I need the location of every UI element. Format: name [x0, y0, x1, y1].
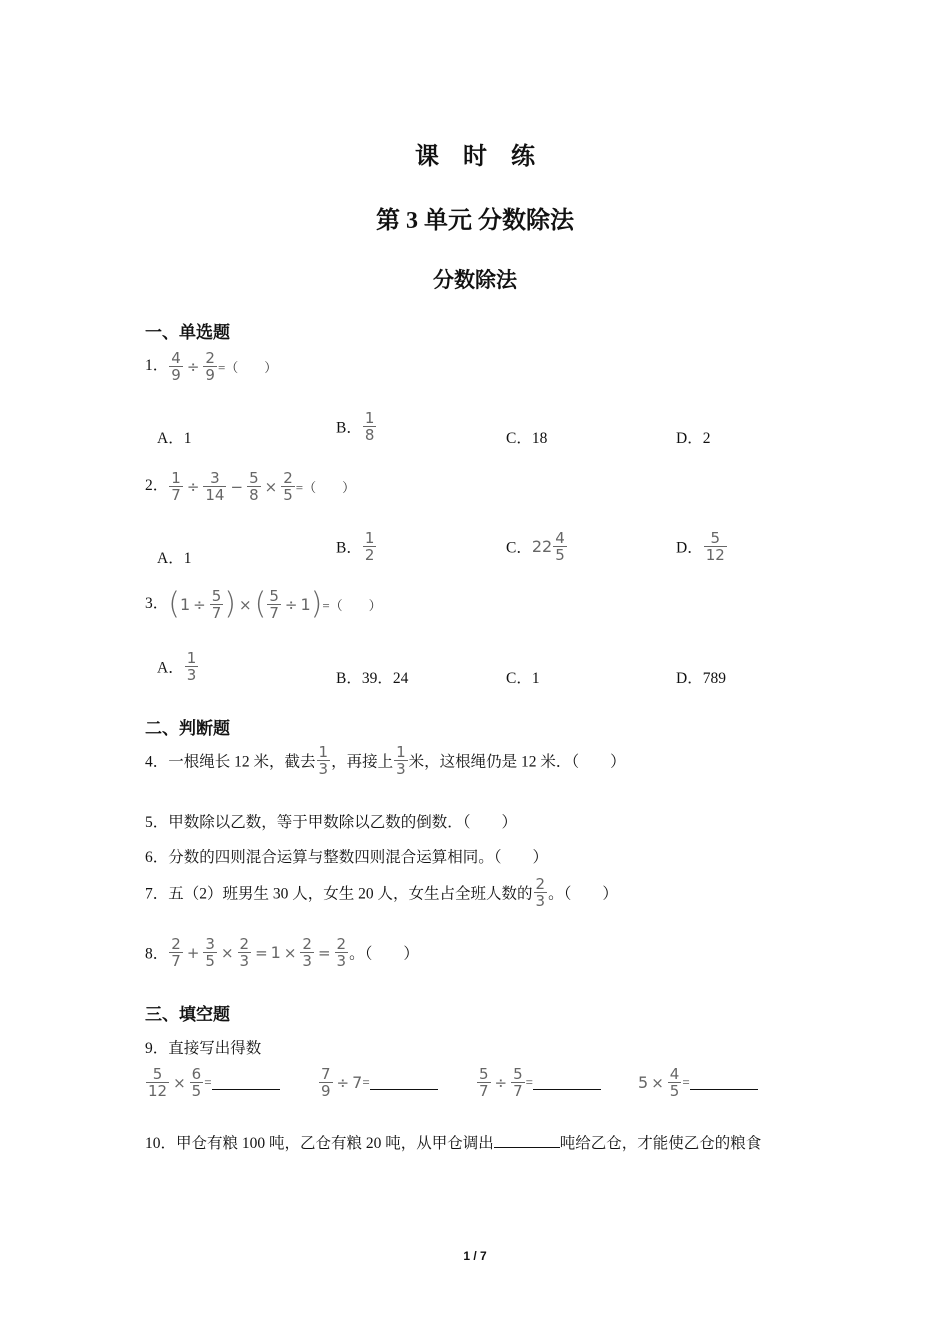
section-heading-true-false: 二、判断题: [145, 719, 230, 738]
option-a[interactable]: A．1: [157, 430, 192, 447]
unit-title: 第 3 单元 分数除法: [376, 208, 574, 234]
option-b[interactable]: B． $\frac{1}{2}$: [336, 529, 375, 564]
divide-sign: ÷: [186, 357, 200, 376]
lesson-title: 分数除法: [433, 268, 517, 292]
page-number: 1 / 7: [463, 1249, 487, 1263]
fraction: $\frac{2}{9}$: [205, 349, 215, 384]
section-heading-single-choice: 一、单选题: [145, 323, 230, 342]
answer-blank[interactable]: [690, 1075, 758, 1090]
q9-item-2: $\frac{7}{9}$ ÷ 7=: [318, 1066, 438, 1099]
option-d[interactable]: D． $\frac{5}{12}$: [676, 529, 725, 564]
option-c[interactable]: C．1: [506, 670, 540, 687]
question-number: 1．: [145, 357, 169, 375]
question-10: 10．甲仓有粮 100 吨，乙仓有粮 20 吨，从甲仓调出 吨给乙仓，才能使乙仓的粮食: [145, 1135, 762, 1152]
answer-blank[interactable]: [533, 1075, 601, 1090]
answer-blank[interactable]: [494, 1133, 560, 1148]
answer-blank[interactable]: [212, 1075, 280, 1090]
question-1: [145, 350, 277, 383]
section-heading-fill-blank: 三、填空题: [145, 1005, 230, 1024]
option-a[interactable]: A．1: [157, 550, 192, 567]
q9-item-4: 5 × $\frac{4}{5}$ =: [638, 1066, 758, 1099]
option-b[interactable]: B． $\frac{1}{8}$: [336, 409, 375, 444]
question-number: 3．: [145, 595, 169, 613]
question-9: 9．直接写出得数: [145, 1040, 262, 1057]
question-3: 3．(1 ÷ $\frac{5}{7}$ ) × ( $\frac{5}{7}$ ÷ 1)=（ ）: [145, 586, 382, 622]
option-c[interactable]: C．22 $\frac{4}{5}$: [506, 529, 565, 564]
q9-item-1: $\frac{5}{12}$ × $\frac{6}{5}$ =: [145, 1066, 280, 1099]
question-number: 2．: [145, 477, 169, 495]
option-a[interactable]: A． $\frac{1}{3}$: [157, 649, 197, 684]
option-b[interactable]: B．39．24: [336, 670, 409, 687]
option-d[interactable]: D．2: [676, 430, 711, 447]
question-7: 7．五（2）班男生 30 人，女生 20 人，女生占全班人数的 $\frac{2}{3}$ 。（ ）: [145, 875, 618, 910]
q9-item-3: $\frac{5}{7}$ ÷ $\frac{5}{7}$ =: [476, 1066, 601, 1099]
question-4: 4．一根绳长 12 米，截去 $\frac{1}{3}$ ，再接上 $\frac{1}{3}$ 米，这根绳仍是 12 米．（ ）: [145, 743, 626, 778]
question-6: 6．分数的四则混合运算与整数四则混合运算相同。（ ）: [145, 849, 549, 866]
page-title: 课 时 练: [415, 144, 535, 170]
answer-blank[interactable]: [370, 1075, 438, 1090]
question-8: 8． $\frac{2}{7}$ + $\frac{3}{5}$ × $\frac{2}{3}$ = 1 × $\frac{2}{3}$ = $\frac{2}{3}$ 。（ ）: [145, 935, 419, 970]
fraction: $\frac{4}{9}$: [171, 349, 181, 384]
option-d[interactable]: D．789: [676, 670, 726, 687]
answer-paren: =（ ）: [217, 360, 278, 375]
question-2: 2． $\frac{1}{7}$ ÷ $\frac{3}{14}$ − $\frac{5}{8}$ × $\frac{2}{5}$ =（ ）: [145, 469, 356, 504]
option-c[interactable]: C．18: [506, 430, 548, 447]
question-5: 5．甲数除以乙数，等于甲数除以乙数的倒数．（ ）: [145, 814, 518, 831]
